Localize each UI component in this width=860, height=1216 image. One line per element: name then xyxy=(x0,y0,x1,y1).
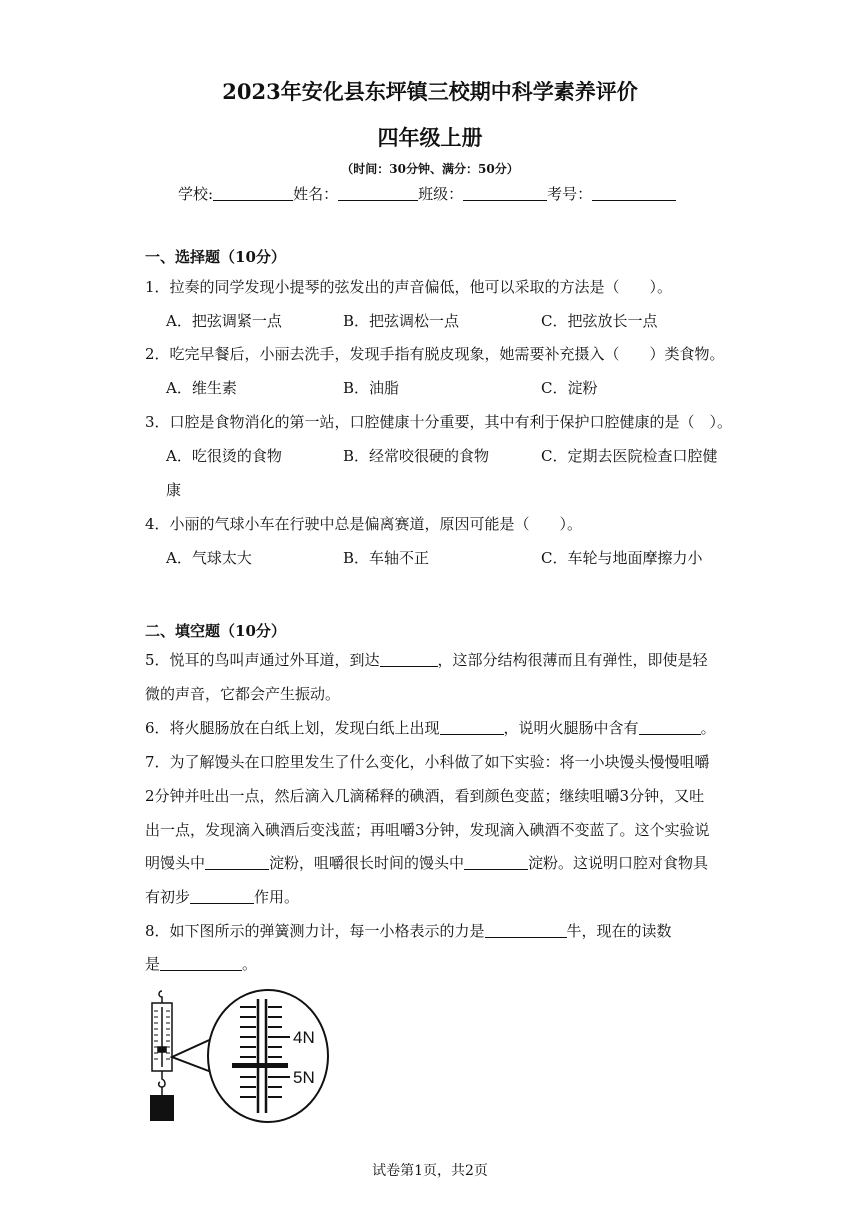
question-7-line-4: 明馒头中 淀粉，咀嚼很长时间的馒头中 淀粉。这说明口腔对食物具 xyxy=(145,854,709,872)
section-heading-choice: 一、选择题（10分） xyxy=(145,248,286,266)
student-info-line xyxy=(178,183,676,204)
q8-blank-1[interactable] xyxy=(485,923,567,938)
spring-scale-icon xyxy=(152,991,172,1095)
question-1: 1．拉奏的同学发现小提琴的弦发出的声音偏低，他可以采取的方法是（ ）。 xyxy=(145,278,673,296)
spring-scale-figure xyxy=(140,985,470,1125)
exam-no-label: 考号： xyxy=(547,185,593,203)
question-8-line-1: 8．如下图所示的弹簧测力计，每一小格表示的力是 牛，现在的读数 xyxy=(145,922,672,940)
question-5-line-2: 微的声音，它都会产生振动。 xyxy=(145,685,341,703)
question-5-line-1: 5．悦耳的鸟叫声通过外耳道，到达 ，这部分结构很薄而且有弹性，即使是轻 xyxy=(145,651,708,669)
exam-title: 2023年安化县东坪镇三校期中科学素养评价 xyxy=(222,79,638,104)
class-blank[interactable] xyxy=(463,186,547,201)
exam-time-note: （时间：30分钟、满分：50分） xyxy=(341,162,519,176)
q3-option-a[interactable]: A．吃很烫的食物 xyxy=(166,447,282,465)
exam-no-blank[interactable] xyxy=(592,186,676,201)
q6-blank-1[interactable] xyxy=(440,720,504,735)
label-4n: 4N xyxy=(293,1028,315,1047)
q3-option-c[interactable]: C．定期去医院检查口腔健 xyxy=(541,447,718,465)
question-7-line-2: 2分钟并吐出一点，然后滴入几滴稀释的碘酒，看到颜色变蓝；继续咀嚼3分钟，又吐 xyxy=(145,787,705,805)
q7-blank-1[interactable] xyxy=(205,855,269,870)
page-footer: 试卷第1页，共2页 xyxy=(372,1163,488,1179)
section-heading-fill: 二、填空题（10分） xyxy=(145,622,286,640)
q2-option-a[interactable]: A．维生素 xyxy=(166,379,237,397)
q6-blank-2[interactable] xyxy=(639,720,701,735)
question-6: 6．将火腿肠放在白纸上划，发现白纸上出现 ，说明火腿肠中含有 。 xyxy=(145,719,716,737)
question-3: 3．口腔是食物消化的第一站，口腔健康十分重要，其中有利于保护口腔健康的是（ ）。 xyxy=(145,413,733,431)
question-7-line-1: 7．为了解馒头在口腔里发生了什么变化，小科做了如下实验：将一小块馒头慢慢咀嚼 xyxy=(145,753,710,771)
label-5n: 5N xyxy=(293,1068,315,1087)
q1-option-c[interactable]: C．把弦放长一点 xyxy=(541,312,658,330)
q3-option-c-wrap: 康 xyxy=(166,481,182,499)
exam-subtitle: 四年级上册 xyxy=(377,125,483,150)
question-7-line-3: 出一点，发现滴入碘酒后变浅蓝；再咀嚼3分钟，发现滴入碘酒不变蓝了。这个实验说 xyxy=(145,821,710,839)
school-blank[interactable] xyxy=(213,186,293,201)
q4-option-b[interactable]: B．车轴不正 xyxy=(343,549,430,567)
q3-option-b[interactable]: B．经常咬很硬的食物 xyxy=(343,447,490,465)
weight-block xyxy=(150,1095,174,1121)
q7-blank-3[interactable] xyxy=(190,889,254,904)
class-label: 班级： xyxy=(418,185,464,203)
q8-blank-2[interactable] xyxy=(160,956,242,971)
q2-option-c[interactable]: C．淀粉 xyxy=(541,379,598,397)
name-blank[interactable] xyxy=(338,186,418,201)
q5-blank[interactable] xyxy=(380,652,438,667)
scale-pointer xyxy=(232,1063,288,1068)
name-label: 姓名： xyxy=(293,185,339,203)
q7-blank-2[interactable] xyxy=(464,855,528,870)
question-2: 2．吃完早餐后，小丽去洗手，发现手指有脱皮现象，她需要补充摄入（ ）类食物。 xyxy=(145,345,725,363)
q1-option-b[interactable]: B．把弦调松一点 xyxy=(343,312,460,330)
q1-option-a[interactable]: A．把弦调紧一点 xyxy=(166,312,282,330)
magnified-scale-callout xyxy=(172,990,328,1122)
q2-option-b[interactable]: B．油脂 xyxy=(343,379,400,397)
question-8-line-2: 是 。 xyxy=(145,955,258,973)
school-label: 学校: xyxy=(178,185,214,203)
q4-option-a[interactable]: A．气球太大 xyxy=(166,549,252,567)
question-4: 4．小丽的气球小车在行驶中总是偏离赛道，原因可能是（ ）。 xyxy=(145,515,583,533)
question-7-line-5: 有初步 作用。 xyxy=(145,888,300,906)
q4-option-c[interactable]: C．车轮与地面摩擦力小 xyxy=(541,549,703,567)
